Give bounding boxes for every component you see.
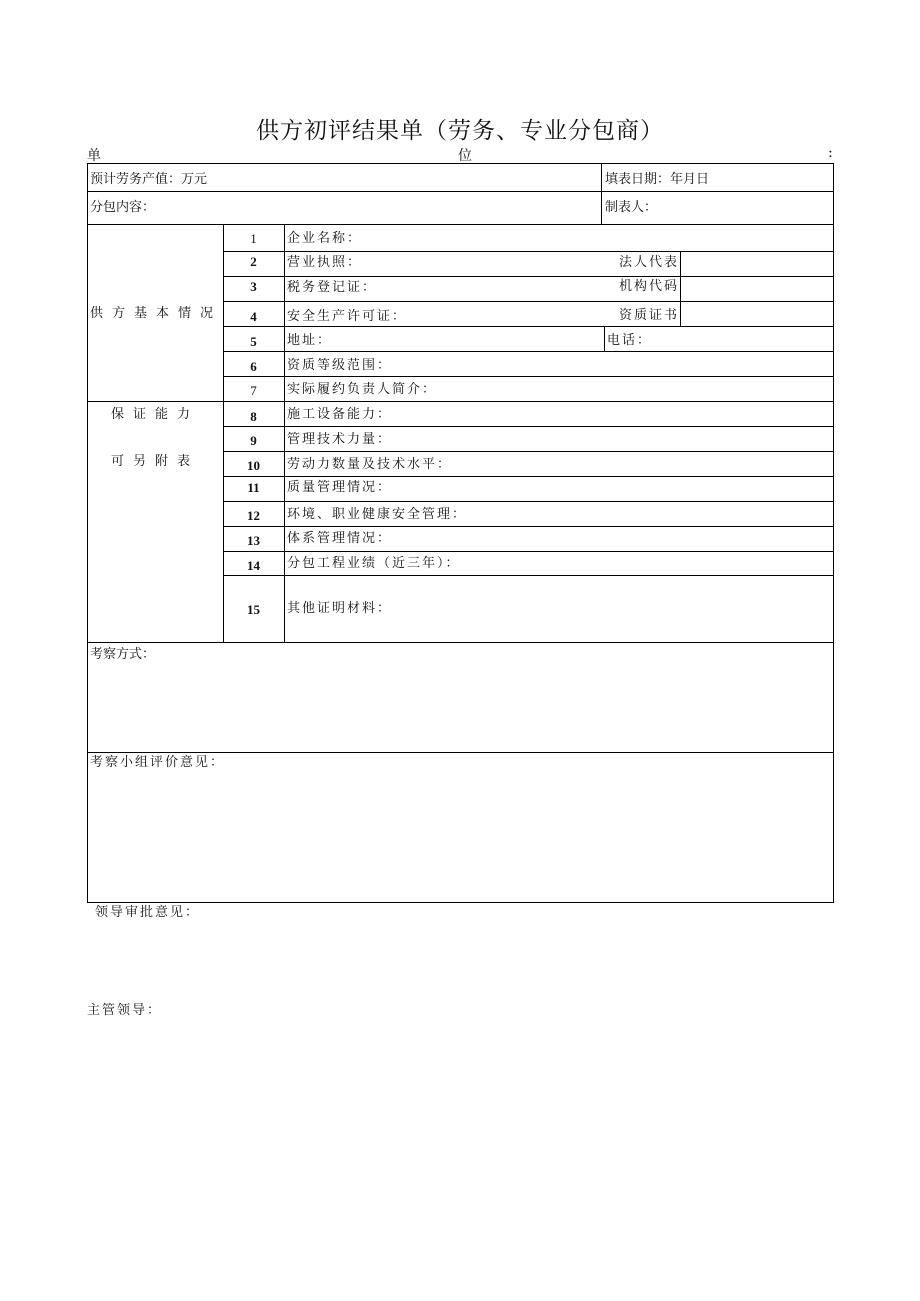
qualification-certificate-label: 资质证书 bbox=[619, 308, 680, 323]
row-number: 6 bbox=[250, 359, 257, 374]
leader-approval-label: 领导审批意见： bbox=[95, 905, 201, 920]
row-label-project-record: 分包工程业绩（近三年）： bbox=[287, 556, 461, 571]
row-label-address: 地址： bbox=[287, 333, 333, 348]
row-number: 11 bbox=[247, 480, 260, 495]
evaluation-form bbox=[87, 163, 834, 903]
row-number: 15 bbox=[247, 602, 260, 617]
section-basic-info: 供方基本情况 bbox=[90, 306, 223, 321]
row-label-business-license: 营业执照： bbox=[287, 255, 363, 270]
phone-label: 电话： bbox=[607, 333, 653, 348]
unit-label-left: 单 bbox=[87, 148, 101, 164]
row-label-ehs-management: 环境、职业健康安全管理： bbox=[287, 507, 468, 522]
prepared-by-label: 制表人： bbox=[605, 200, 658, 215]
row-number: 9 bbox=[250, 433, 257, 448]
inspection-method-label: 考察方式： bbox=[90, 647, 156, 662]
row-number: 5 bbox=[250, 334, 257, 349]
legal-representative-label: 法人代表 bbox=[619, 255, 680, 270]
row-number: 1 bbox=[250, 231, 257, 246]
team-opinion-label: 考察小组评价意见： bbox=[90, 755, 226, 770]
row-label-technical-staff: 管理技术力量： bbox=[287, 432, 393, 447]
section-guarantee: 保证能力 bbox=[110, 407, 199, 422]
row-label-tax-registration: 税务登记证： bbox=[287, 280, 378, 295]
row-number: 4 bbox=[250, 309, 257, 324]
supervisor-label: 主管领导： bbox=[87, 1003, 163, 1018]
row-label-equipment-capacity: 施工设备能力： bbox=[287, 407, 393, 422]
organization-code-label: 机构代码 bbox=[619, 279, 680, 294]
row-label-quality-management: 质量管理情况： bbox=[287, 480, 393, 495]
row-label-qualification-scope: 资质等级范围： bbox=[287, 358, 393, 373]
row-label-system-management: 体系管理情况： bbox=[287, 531, 393, 546]
page-title: 供方初评结果单（劳务、专业分包商） bbox=[256, 118, 664, 144]
row-number: 12 bbox=[247, 508, 260, 523]
row-number: 13 bbox=[247, 533, 260, 548]
row-label-performance-manager: 实际履约负责人简介： bbox=[287, 382, 438, 397]
row-label-safety-permit: 安全生产许可证： bbox=[287, 309, 408, 324]
labor-value-label: 预计劳务产值：万元 bbox=[90, 172, 208, 187]
row-label-company-name: 企业名称： bbox=[287, 231, 363, 246]
row-number: 10 bbox=[247, 458, 260, 473]
row-number: 7 bbox=[250, 383, 257, 398]
row-label-labor-force: 劳动力数量及技术水平： bbox=[287, 457, 453, 472]
subcontract-content-label: 分包内容： bbox=[90, 200, 156, 215]
row-number: 3 bbox=[250, 279, 257, 294]
fill-date-label: 填表日期：年月日 bbox=[605, 172, 710, 187]
unit-label-colon: : bbox=[828, 145, 833, 161]
row-number: 2 bbox=[250, 254, 257, 269]
row-number: 14 bbox=[247, 558, 260, 573]
row-number: 8 bbox=[250, 409, 257, 424]
row-label-other-documents: 其他证明材料： bbox=[287, 601, 393, 616]
unit-label-middle: 位 bbox=[458, 148, 472, 164]
section-attach-note: 可另附表 bbox=[110, 454, 199, 469]
